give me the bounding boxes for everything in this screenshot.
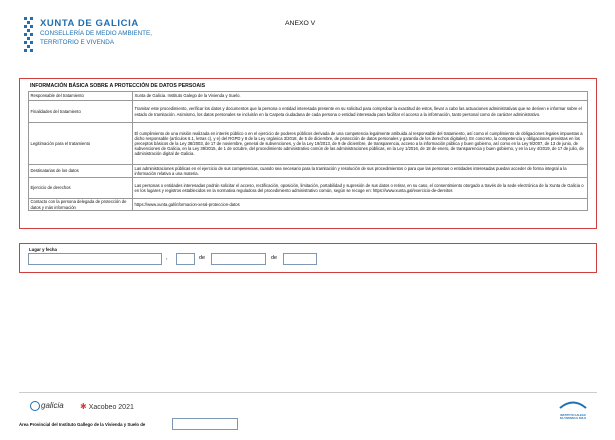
table-row [29, 101, 588, 123]
month-field[interactable] [211, 253, 266, 265]
ivs-logo-line-1: INSTITUTO GALEGO [560, 414, 586, 417]
place-date-section [19, 243, 597, 273]
row-label: Destinatarias de los datos [29, 165, 133, 178]
row-value: El cumplimiento de una misión realizada en interés público o en el ejercicio de poderes públicos derivada de una competencia legalmente atribuida al responsable del tratamiento, así como el cumplimiento de obligaciones legales impuestas a dicho responsable (artículos 6.1, letras c), y e) del RGPD y 8 de la Ley orgánica 3/2018, de 5 de diciembre, de protección de datos personales y garantía de los derechos digitales). En concreto, la competencia y obligaciones previstas en los preceptos básicos de la Ley 38/2003, de 17 de noviembre, general de subvenciones, y de la Ley 19/2013, de 9 de diciembre, de transparencia, acceso a la información pública y buen gobierno, así como en la Ley 9/2007, de 13 de junio, de subvenciones de Galicia, en la Ley 39/2015, de 1 de octubre, del procedimiento administrativo común de las administraciones públicas, en la Ley 1/2016, de 18 de enero, de transparencia y buen gobierno, y en la Ley 4/2019, de 17 de julio, de administración digital de Galicia. [133, 123, 588, 165]
place-date-label: Lugar y fecha [29, 247, 57, 252]
de-separator-1: de [199, 255, 206, 261]
comma-separator: , [166, 255, 168, 261]
row-value: Las personas o entidades interesadas podrán solicitar el acceso, rectificación, oposición, limitación, portabilidad y supresión de sus datos o retirar, en su caso, el consentimiento otorgado a través de la sede electrónica de la Xunta de Galicia o en los lugares y registros establecidos en la normativa reguladora del procedimiento administrativo común, según se recoge en: https://www.xunta.gal/exercicio-de-dereitos [133, 178, 588, 199]
galicia-logo-text: galicia [41, 401, 64, 411]
de-separator-2: de [271, 255, 278, 261]
row-value: https://www.xunta.gal/informacion-xeral-proteccion-datos [133, 199, 588, 211]
row-value: Tramitar este procedimiento, verificar los datos y documentos que la persona o entidad interesada presente en su solicitud para comprobar la exactitud de estos, llevar a cabo las actuaciones administrativas que se deriven e informar sobre el estado de tramitación. Asimismo, los datos personales se incluirán en la Carpeta ciudadana de cada persona o entidad interesada para facilitar el acceso a la información, tanto personal como de carácter administrativo. [133, 101, 588, 123]
xunta-logo-icon [22, 17, 35, 55]
annex-title: ANEXO V [285, 20, 316, 27]
data-protection-title: INFORMACIÓN BÁSICA SOBRE A PROTECCIÓN DE DATOS PERSOAIS [30, 83, 206, 89]
footer-divider [19, 392, 597, 393]
row-label: Finalidades del tratamiento [29, 101, 133, 123]
place-field[interactable] [28, 253, 162, 265]
brand-subtitle-2: TERRITORIO E VIVENDA [40, 38, 115, 46]
ivs-logo [558, 396, 588, 420]
galicia-logo [30, 401, 64, 411]
data-protection-box [19, 78, 597, 229]
day-field[interactable] [176, 253, 195, 265]
row-value: Xunta de Galicia. Instituto Galego de la Vivienda y Suelo. [133, 92, 588, 101]
row-label: Legitimación para el tratamiento [29, 123, 133, 165]
galicia-mark-icon [30, 401, 40, 411]
row-label: Contacto con la persona delegada de protección de datos y más información [29, 199, 133, 211]
row-label: Ejercicio de derechos [29, 178, 133, 199]
table-row [29, 199, 588, 211]
brand-subtitle-1: CONSELLERÍA DE MEDIO AMBIENTE, [40, 30, 152, 37]
brand-name: XUNTA DE GALICIA [40, 18, 139, 29]
table-row [29, 165, 588, 178]
row-value: Las administraciones públicas en el ejercicio de sus competencias, cuando sea necesario para la tramitación y resolución de sus procedimientos o para que las personas o entidades interesadas puedan acceder de forma integral a la información relativa a una materia. [133, 165, 588, 178]
brand-block [40, 18, 152, 46]
table-row [29, 178, 588, 199]
provincial-area-field[interactable] [172, 418, 238, 430]
provincial-area-label: Área Provincial del Instituto Gallego de la Vivienda y Suelo de [19, 422, 146, 427]
xacobeo-logo-text: Xacobeo 2021 [88, 404, 134, 411]
xacobeo-logo [80, 402, 134, 411]
table-row [29, 92, 588, 101]
ivs-logo-line-2: DA VIVENDA E SOLO [559, 417, 587, 420]
ivs-logo-icon [558, 399, 588, 409]
row-label: Responsable del tratamiento [29, 92, 133, 101]
table-row [29, 123, 588, 165]
year-field[interactable] [283, 253, 317, 265]
xacobeo-star-icon: ✱ [80, 402, 87, 411]
data-protection-table [28, 91, 588, 211]
